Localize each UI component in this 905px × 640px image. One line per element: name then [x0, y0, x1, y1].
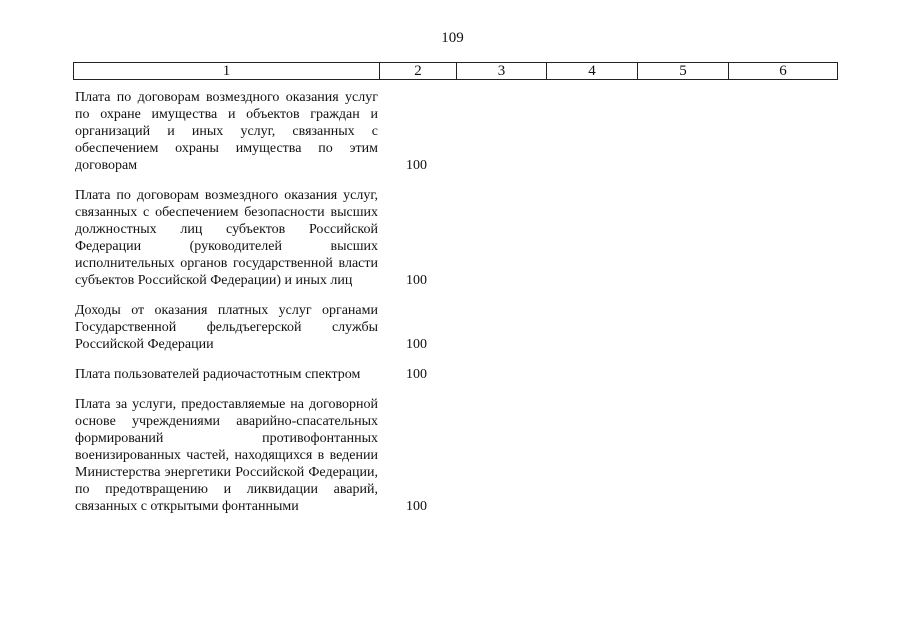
row-norm-value: 100	[406, 337, 427, 352]
row-description: Плата по договорам возмездного оказания услуг, связанных с обеспечением безопасности высших должностных лиц субъектов Российской Федерации (руководителей высших исполнительных органов государственной власти субъектов Российской Федерации) и иных лиц	[75, 188, 378, 288]
row-norm-value: 100	[406, 273, 427, 288]
column-header-3: 3	[457, 63, 547, 80]
income-rows	[75, 89, 835, 528]
table-row	[75, 187, 835, 289]
column-header-5: 5	[638, 63, 729, 80]
column-header-row	[74, 63, 838, 80]
table-row	[75, 302, 835, 353]
table-row	[75, 366, 835, 383]
row-description: Плата пользователей радиочастотным спектром	[75, 367, 361, 382]
row-norm-value: 100	[406, 499, 427, 514]
table-row	[75, 396, 835, 515]
row-norm-value: 100	[406, 367, 427, 382]
column-header-2: 2	[380, 63, 457, 80]
row-norm-value: 100	[406, 158, 427, 173]
row-description: Плата за услуги, предоставляемые на договорной основе учреждениями аварийно-спасательных формирований противофонтанных военизированных частей, находящихся в ведении Министерства энергетики Российской Федерации, по предотвращению и ликвидации аварий, связанных с открытыми фонтанными	[75, 397, 378, 514]
row-description: Плата по договорам возмездного оказания услуг по охране имущества и объектов граждан и организаций и иных услуг, связанных с обеспечением охраны имущества по этим договорам	[75, 90, 378, 173]
table-row	[75, 89, 835, 174]
row-description: Доходы от оказания платных услуг органами Государственной фельдъегерской службы Российской Федерации	[75, 303, 378, 352]
page-number: 109	[441, 30, 464, 46]
column-header-6: 6	[729, 63, 838, 80]
column-header-1: 1	[74, 63, 380, 80]
column-header-table	[73, 62, 838, 80]
column-header-4: 4	[547, 63, 638, 80]
